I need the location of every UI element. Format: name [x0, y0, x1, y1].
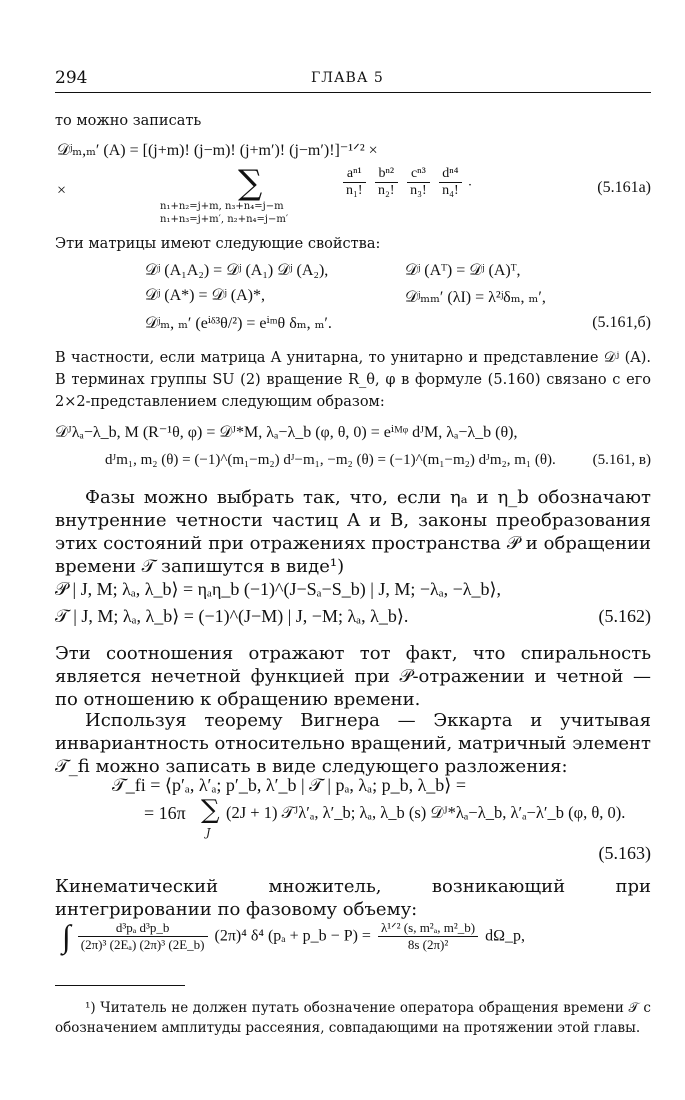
equation-number-163: (5.163)	[598, 843, 651, 863]
sum-condition	[160, 200, 288, 226]
kinematic-fraction	[78, 920, 208, 953]
sum-condition-line2: n₁+n₃=j+m′, n₂+n₄=j−m′	[160, 214, 289, 225]
sum-sign-163: ∑	[201, 795, 220, 825]
equation-161c-line2: dᴶm₁, m₂ (θ) = (−1)^(m₁−m₂) dᴶ−m₁, −m₂ (θ) = (−1)^(m₁−m₂) dᴶm₂, m₁ (θ).	[105, 452, 556, 468]
property-5: 𝒟ʲₘ, ₘ′ (eⁱᵟ³θ/²) = eⁱᵐθ δₘ, ₘ′.	[145, 315, 332, 332]
fraction-d-num: dⁿ⁴	[439, 166, 462, 183]
fraction-c	[407, 166, 430, 199]
footnote: ¹) Читатель не должен путать обозначение оператора обращения времени 𝒯 с обозначением амплитуды рассеяния, совпадающими на протяжении этой главы.	[55, 1000, 651, 1036]
equation-161a-times: ×	[57, 182, 67, 199]
properties-intro: Эти матрицы имеют следующие свойства:	[55, 236, 381, 252]
kinematic-result-fraction	[378, 920, 478, 953]
sum-sign: ∑	[238, 163, 263, 203]
equation-number-162: (5.162)	[598, 606, 651, 626]
page-number: 294	[55, 68, 88, 88]
integral-sign: ∫	[62, 918, 71, 954]
property-3: 𝒟ʲ (A*) = 𝒟ʲ (A)*,	[145, 287, 265, 304]
fraction-a-num: aⁿ¹	[343, 166, 366, 183]
intro-text: то можно записать	[55, 113, 202, 129]
sum-condition-line1: n₁+n₂=j+m, n₃+n₄=j−m	[160, 201, 284, 212]
equation-number-161a: (5.161а)	[597, 179, 651, 196]
property-2: 𝒟ʲ (Aᵀ) = 𝒟ʲ (A)ᵀ,	[405, 262, 521, 279]
fraction-c-num: cⁿ³	[407, 166, 430, 183]
paragraph-wigner-eckart: Используя теорему Вигнера — Эккарта и учитывая инвариантность относительно вращений, матричный элемент 𝒯_fi можно записать в виде следующего разложения:	[55, 710, 651, 777]
paragraph-kinematic: Кинематический множитель, возникающий при интегрировании по фазовому объему:	[55, 876, 651, 920]
footnote-rule	[55, 985, 185, 986]
property-1: 𝒟ʲ (A₁A₂) = 𝒟ʲ (A₁) 𝒟ʲ (A₂),	[145, 262, 329, 279]
equation-163-line2-prefix: = 16π	[144, 803, 186, 823]
equation-162-line1: 𝒫 | J, M; λₐ, λ_b⟩ = ηₐη_b (−1)^(J−Sₐ−S_b) | J, M; −λₐ, −λ_b⟩,	[55, 579, 502, 599]
equation-163-line1: 𝒯_fi = ⟨p′ₐ, λ′ₐ; p′_b, λ′_b | 𝒯 | pₐ, λₐ; p_b, λ_b⟩ =	[112, 775, 466, 795]
paragraph-phases: Фазы можно выбрать так, что, если ηₐ и η_b обозначают внутренние четности частиц A и B, законы преобразования этих состояний при отражениях пространства 𝒫 и обращении времени 𝒯 запишутся в виде¹)	[55, 487, 651, 577]
kinematic-fraction-num: d³pₐ d³p_b	[78, 920, 208, 937]
paragraph-helicity: Эти соотношения отражают тот факт, что спиральность является нечетной функцией при 𝒫-отражении и четной — по отношению к обращению времени.	[55, 643, 651, 710]
fraction-b-num: bⁿ²	[375, 166, 398, 183]
kinematic-result-den: 8s (2π)²	[407, 937, 449, 952]
fraction-d	[439, 166, 462, 199]
chapter-title: ГЛАВА 5	[311, 70, 384, 86]
equation-162-line2: 𝒯 | J, M; λₐ, λ_b⟩ = (−1)^(J−M) | J, −M; λₐ, λ_b⟩.	[55, 606, 409, 626]
fraction-b-den: n₂!	[378, 183, 395, 198]
fraction-c-den: n₃!	[410, 183, 427, 198]
header-rule	[55, 92, 651, 93]
fraction-b	[375, 166, 398, 199]
kinematic-result-num: λ¹ᐟ² (s, m²ₐ, m²_b)	[378, 920, 478, 937]
sum-index-163: J	[206, 826, 211, 839]
equation-161a-line1: 𝒟ʲₘ,ₘ′ (A) = [(j+m)! (j−m)! (j+m′)! (j−m′)!]⁻¹ᐟ² ×	[57, 142, 378, 159]
equation-161c-line1: 𝒟ᴶλₐ−λ_b, M (R⁻¹θ, φ) = 𝒟ᴶ*M, λₐ−λ_b (φ, θ, 0) = eⁱᴹᵠ dᴶM, λₐ−λ_b (θ),	[55, 424, 518, 441]
fraction-d-den: n₄!	[442, 183, 459, 198]
property-4: 𝒟ʲₘₘ′ (λI) = λ²ʲδₘ, ₘ′,	[405, 289, 546, 306]
equation-number-161b: (5.161,б)	[592, 314, 651, 331]
equation-number-161c: (5.161, в)	[592, 452, 651, 468]
fraction-group: $\frac{\text{aⁿ¹}}{\text{n₁!}}$ $\frac{\text{bⁿ²}}{\text{n₂!}}$ $\frac{\text{cⁿ³}}{\text{n₃!}}$ $\frac{\text{dⁿ⁴}}{\text{n₄!}}$ .	[340, 166, 472, 199]
kinematic-fraction-den: (2π)³ (2Eₐ) (2π)³ (2E_b)	[80, 937, 205, 952]
kinematic-equation	[62, 918, 525, 955]
fraction-a-den: n₁!	[346, 183, 363, 198]
equation-163-line2: (2J + 1) 𝒯ᴶλ′ₐ, λ′_b; λₐ, λ_b (s) 𝒟ᴶ*λₐ−λ_b, λ′ₐ−λ′_b (φ, θ, 0).	[226, 803, 626, 822]
kinematic-middle: (2π)⁴ δ⁴ (pₐ + p_b − P) =	[214, 927, 371, 945]
fraction-a	[343, 166, 366, 199]
kinematic-end: dΩ_p,	[485, 927, 525, 945]
paragraph-unitary: В частности, если матрица A унитарна, то унитарно и представление 𝒟ʲ (A). В терминах группы SU (2) вращение R_θ, φ в формуле (5.160) связано с его 2×2-представлением следующим образом:	[55, 350, 651, 410]
